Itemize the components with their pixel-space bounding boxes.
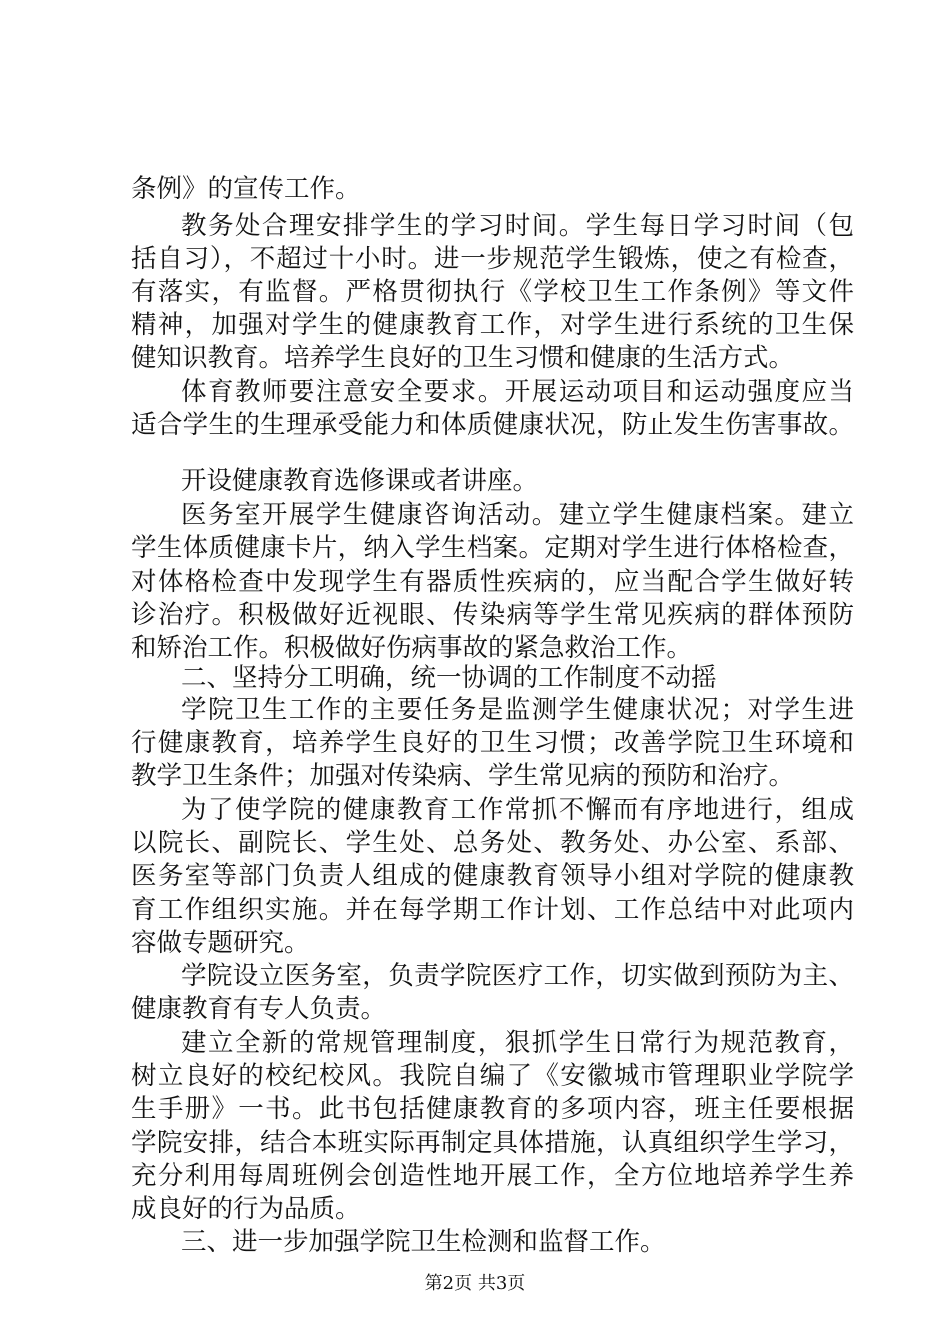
text-line: 育工作组织实施。并在每学期工作计划、工作总结中对此项内 [131, 895, 854, 925]
section-heading: 二、坚持分工明确，统一协调的工作制度不动摇 [181, 663, 717, 693]
text-line: 对体格检查中发现学生有器质性疾病的，应当配合学生做好转 [131, 567, 854, 597]
text-line: 建立全新的常规管理制度，狠抓学生日常行为规范教育， [181, 1028, 854, 1058]
text-line: 行健康教育，培养学生良好的卫生习惯；改善学院卫生环境和 [131, 728, 854, 758]
text-line: 树立良好的校纪校风。我院自编了《安徽城市管理职业学院学 [131, 1061, 854, 1091]
text-line: 教务处合理安排学生的学习时间。学生每日学习时间（包 [181, 211, 854, 241]
text-line: 健康教育有专人负责。 [131, 994, 387, 1024]
text-line: 容做专题研究。 [131, 928, 310, 958]
page-number: 第2页 共3页 [424, 1273, 526, 1294]
text-line: 诊治疗。积极做好近视眼、传染病等学生常见疾病的群体预防 [131, 600, 854, 630]
section-heading: 三、进一步加强学院卫生检测和监督工作。 [181, 1227, 666, 1257]
text-line: 教学卫生条件；加强对传染病、学生常见病的预防和治疗。 [131, 761, 795, 791]
text-line: 和矫治工作。积极做好伤病事故的紧急救治工作。 [131, 633, 693, 663]
text-line: 体育教师要注意安全要求。开展运动项目和运动强度应当 [181, 377, 854, 407]
text-line: 生手册》一书。此书包括健康教育的多项内容，班主任要根据 [131, 1094, 854, 1124]
text-line: 开设健康教育选修课或者讲座。 [181, 466, 539, 496]
text-line: 学院设立医务室，负责学院医疗工作，切实做到预防为主、 [181, 961, 854, 991]
text-line: 条例》的宣传工作。 [131, 174, 361, 204]
text-line: 有落实，有监督。严格贯彻执行《学校卫生工作条例》等文件 [131, 277, 854, 307]
text-line: 精神，加强对学生的健康教育工作，对学生进行系统的卫生保 [131, 310, 854, 340]
text-line: 括自习），不超过十小时。进一步规范学生锻炼，使之有检查， [131, 244, 854, 274]
text-line: 学生体质健康卡片，纳入学生档案。定期对学生进行体格检查， [131, 533, 854, 563]
text-line: 充分利用每周班例会创造性地开展工作，全方位地培养学生养 [131, 1161, 854, 1191]
text-line: 学院安排，结合本班实际再制定具体措施，认真组织学生学习， [131, 1128, 854, 1158]
text-line: 以院长、副院长、学生处、总务处、教务处、办公室、系部、 [131, 828, 854, 858]
text-line: 为了使学院的健康教育工作常抓不懈而有序地进行，组成 [181, 795, 854, 825]
text-line: 适合学生的生理承受能力和体质健康状况，防止发生伤害事故。 [131, 410, 854, 440]
text-line: 学院卫生工作的主要任务是监测学生健康状况；对学生进 [181, 695, 854, 725]
text-line: 健知识教育。培养学生良好的卫生习惯和健康的生活方式。 [131, 343, 795, 373]
text-line: 医务室开展学生健康咨询活动。建立学生健康档案。建立 [181, 500, 854, 530]
text-line: 医务室等部门负责人组成的健康教育领导小组对学院的健康教 [131, 861, 854, 891]
text-line: 成良好的行为品质。 [131, 1194, 361, 1224]
